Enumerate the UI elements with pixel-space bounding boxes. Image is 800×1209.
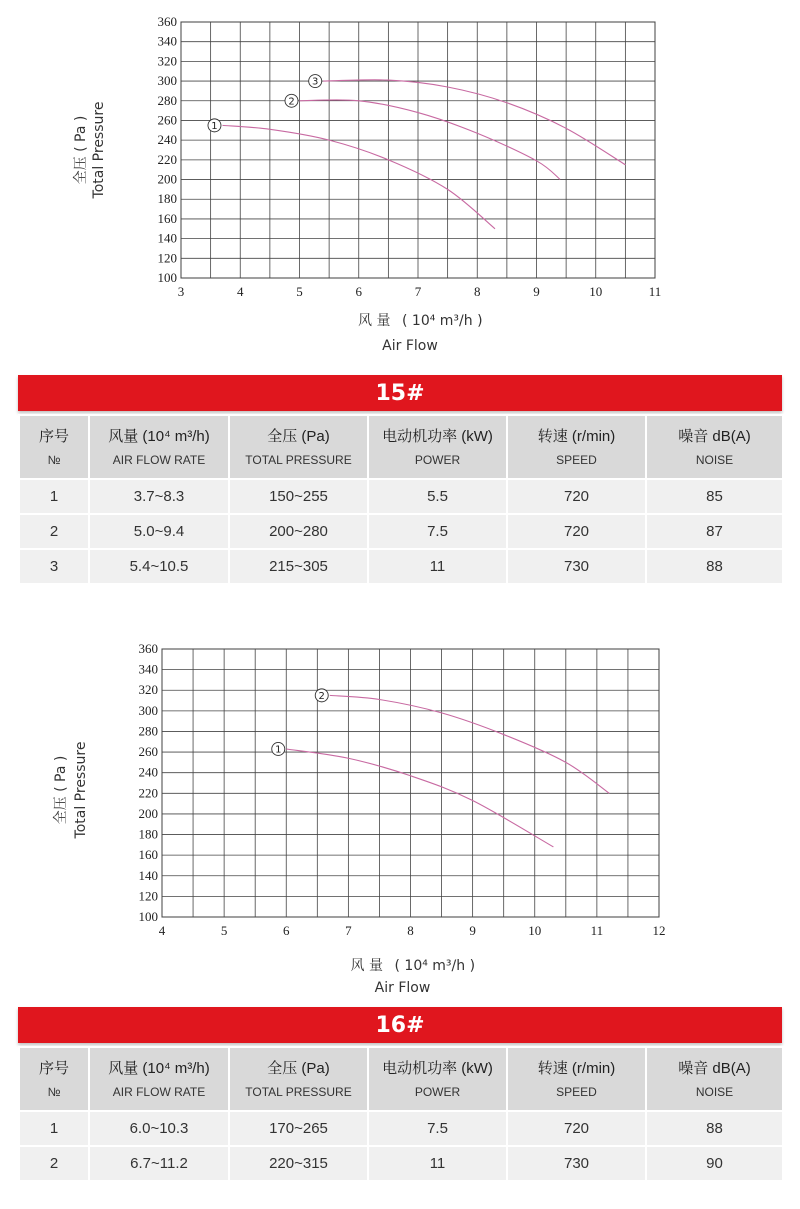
table-cell: 150~255 bbox=[229, 479, 368, 514]
y-tick-label: 180 bbox=[138, 826, 158, 842]
performance-chart-16 bbox=[0, 630, 800, 1000]
series-marker-label: 3 bbox=[312, 76, 319, 88]
y-tick-label: 360 bbox=[138, 641, 158, 656]
x-axis-title-en: Air Flow bbox=[374, 980, 431, 996]
header-en: NOISE bbox=[695, 453, 734, 467]
x-tick-label: 10 bbox=[528, 923, 542, 938]
table-cell: 720 bbox=[507, 514, 646, 549]
performance-chart-15-svg bbox=[0, 0, 800, 360]
header-en: AIR FLOW RATE bbox=[112, 1085, 206, 1099]
x-tick-label: 12 bbox=[652, 923, 666, 938]
table-cell: 6.7~11.2 bbox=[89, 1146, 229, 1181]
table-cell: 5.4~10.5 bbox=[89, 549, 229, 584]
y-tick-label: 140 bbox=[138, 867, 158, 883]
y-tick-label: 180 bbox=[157, 191, 177, 207]
x-tick-label: 5 bbox=[296, 284, 303, 299]
table-cell: 85 bbox=[646, 479, 783, 514]
model-title-16: 16# bbox=[375, 1012, 425, 1038]
x-tick-label: 6 bbox=[283, 923, 290, 938]
spec-table-15 bbox=[18, 414, 784, 585]
table-cell: 730 bbox=[507, 549, 646, 584]
y-tick-label: 140 bbox=[157, 230, 177, 246]
table-row bbox=[19, 479, 783, 514]
table-cell: 3.7~8.3 bbox=[89, 479, 229, 514]
x-axis-title-en: Air Flow bbox=[382, 338, 438, 354]
y-tick-label: 220 bbox=[157, 151, 177, 167]
table-cell: 88 bbox=[646, 1111, 783, 1146]
header-en: № bbox=[47, 1085, 61, 1099]
table-cell: 11 bbox=[368, 549, 507, 584]
header-cell bbox=[368, 1047, 507, 1111]
table-cell: 1 bbox=[19, 1111, 89, 1146]
table-cell: 215~305 bbox=[229, 549, 368, 584]
y-tick-label: 260 bbox=[138, 744, 158, 760]
y-tick-label: 280 bbox=[138, 723, 158, 739]
table-cell: 170~265 bbox=[229, 1111, 368, 1146]
series-marker-label: 1 bbox=[211, 120, 218, 132]
table-cell: 730 bbox=[507, 1146, 646, 1181]
header-en: SPEED bbox=[556, 453, 597, 467]
table-cell: 11 bbox=[368, 1146, 507, 1181]
y-tick-label: 100 bbox=[157, 270, 177, 285]
y-tick-label: 320 bbox=[157, 53, 177, 69]
header-cn: 序号 bbox=[38, 1060, 69, 1077]
y-tick-label: 120 bbox=[157, 250, 177, 266]
header-cell bbox=[507, 1047, 646, 1111]
table-header-row bbox=[19, 415, 783, 479]
x-tick-label: 11 bbox=[590, 923, 604, 938]
header-en: SPEED bbox=[556, 1085, 597, 1099]
table-header-row bbox=[19, 1047, 783, 1111]
table-cell: 7.5 bbox=[368, 514, 507, 549]
x-tick-label: 9 bbox=[469, 923, 476, 938]
y-tick-label: 240 bbox=[157, 132, 177, 148]
header-cell bbox=[19, 415, 89, 479]
series-marker-label: 2 bbox=[288, 96, 295, 108]
header-en: AIR FLOW RATE bbox=[112, 453, 206, 467]
header-en: TOTAL PRESSURE bbox=[245, 1085, 352, 1099]
header-en: POWER bbox=[414, 453, 461, 467]
header-cn: 序号 bbox=[38, 428, 69, 445]
y-tick-label: 360 bbox=[157, 14, 177, 29]
x-tick-label: 8 bbox=[474, 284, 481, 299]
header-cn: 风量 (10⁴ m³/h) bbox=[108, 428, 210, 445]
header-cell bbox=[229, 1047, 368, 1111]
y-tick-label: 220 bbox=[138, 785, 158, 801]
x-tick-label: 9 bbox=[533, 284, 540, 299]
series-marker-label: 2 bbox=[318, 690, 325, 702]
model-banner-15 bbox=[18, 375, 782, 411]
header-en: TOTAL PRESSURE bbox=[245, 453, 352, 467]
header-en: POWER bbox=[414, 1085, 461, 1099]
header-cn: 电动机功率 (kW) bbox=[382, 428, 493, 445]
header-cn: 转速 (r/min) bbox=[537, 1060, 616, 1077]
header-cn: 全压 (Pa) bbox=[267, 428, 330, 445]
x-tick-label: 7 bbox=[414, 284, 422, 299]
y-tick-label: 160 bbox=[157, 210, 177, 226]
y-tick-label: 200 bbox=[157, 171, 177, 187]
header-en: № bbox=[47, 453, 61, 467]
table-row bbox=[19, 1146, 783, 1181]
x-tick-label: 8 bbox=[407, 923, 414, 938]
y-axis-title-en: Total Pressure bbox=[91, 101, 107, 199]
series-marker-3 bbox=[309, 75, 322, 88]
y-tick-label: 300 bbox=[157, 73, 177, 89]
performance-chart-16-svg bbox=[0, 630, 800, 1000]
series-marker-2 bbox=[315, 689, 328, 702]
header-cell bbox=[19, 1047, 89, 1111]
table-cell: 2 bbox=[19, 514, 89, 549]
series-marker-label: 1 bbox=[275, 744, 282, 756]
x-tick-label: 4 bbox=[237, 284, 244, 299]
header-cn: 风量 (10⁴ m³/h) bbox=[108, 1060, 210, 1077]
y-tick-label: 100 bbox=[138, 909, 158, 924]
y-axis-title-cn: 全压 ( Pa ) bbox=[53, 755, 69, 825]
table-cell: 2 bbox=[19, 1146, 89, 1181]
table-cell: 1 bbox=[19, 479, 89, 514]
header-cn: 全压 (Pa) bbox=[267, 1060, 330, 1077]
spec-table-16 bbox=[18, 1046, 784, 1182]
header-cell bbox=[89, 415, 229, 479]
header-cell bbox=[89, 1047, 229, 1111]
header-cn: 转速 (r/min) bbox=[537, 428, 616, 445]
x-axis-title-cn: 风 量 bbox=[350, 958, 383, 974]
y-tick-label: 280 bbox=[157, 92, 177, 108]
model-title-15: 15# bbox=[375, 380, 425, 406]
header-cn: 噪音 dB(A) bbox=[678, 1060, 751, 1077]
y-tick-label: 120 bbox=[138, 888, 158, 904]
y-tick-label: 240 bbox=[138, 764, 158, 780]
y-tick-label: 200 bbox=[138, 805, 158, 821]
header-cell bbox=[368, 415, 507, 479]
y-axis-title-en: Total Pressure bbox=[73, 741, 89, 839]
y-tick-label: 340 bbox=[138, 661, 158, 677]
series-marker-2 bbox=[285, 94, 298, 107]
table-cell: 6.0~10.3 bbox=[89, 1111, 229, 1146]
y-tick-label: 340 bbox=[157, 33, 177, 49]
header-cell bbox=[646, 415, 783, 479]
table-cell: 87 bbox=[646, 514, 783, 549]
x-axis-title-unit: ( 10⁴ m³/h ) bbox=[402, 313, 483, 329]
x-tick-label: 10 bbox=[589, 284, 603, 299]
header-cell bbox=[646, 1047, 783, 1111]
y-tick-label: 300 bbox=[138, 702, 158, 718]
table-row bbox=[19, 1111, 783, 1146]
x-tick-label: 3 bbox=[177, 284, 185, 299]
series-marker-1 bbox=[208, 119, 221, 132]
x-tick-label: 11 bbox=[648, 284, 662, 299]
x-axis-title-cn: 风 量 bbox=[358, 313, 391, 329]
series-marker-1 bbox=[272, 742, 285, 755]
y-tick-label: 260 bbox=[157, 112, 177, 128]
x-tick-label: 7 bbox=[345, 923, 352, 938]
table-cell: 220~315 bbox=[229, 1146, 368, 1181]
y-tick-label: 320 bbox=[138, 682, 158, 698]
table-cell: 200~280 bbox=[229, 514, 368, 549]
performance-chart-15 bbox=[0, 0, 800, 360]
table-cell: 7.5 bbox=[368, 1111, 507, 1146]
x-tick-label: 4 bbox=[158, 923, 166, 938]
table-row bbox=[19, 549, 783, 584]
x-tick-label: 5 bbox=[220, 923, 228, 938]
model-banner-16 bbox=[18, 1007, 782, 1043]
table-cell: 3 bbox=[19, 549, 89, 584]
table-cell: 720 bbox=[507, 479, 646, 514]
table-cell: 88 bbox=[646, 549, 783, 584]
y-tick-label: 160 bbox=[138, 847, 158, 863]
table-cell: 720 bbox=[507, 1111, 646, 1146]
x-axis-title-unit: ( 10⁴ m³/h ) bbox=[394, 958, 476, 974]
table-row bbox=[19, 514, 783, 549]
header-cn: 电动机功率 (kW) bbox=[382, 1060, 493, 1077]
header-en: NOISE bbox=[695, 1085, 734, 1099]
x-tick-label: 6 bbox=[355, 284, 362, 299]
header-cell bbox=[229, 415, 368, 479]
table-cell: 90 bbox=[646, 1146, 783, 1181]
table-cell: 5.0~9.4 bbox=[89, 514, 229, 549]
header-cn: 噪音 dB(A) bbox=[678, 428, 751, 445]
header-cell bbox=[507, 415, 646, 479]
table-cell: 5.5 bbox=[368, 479, 507, 514]
y-axis-title-cn: 全压 ( Pa ) bbox=[73, 115, 89, 185]
